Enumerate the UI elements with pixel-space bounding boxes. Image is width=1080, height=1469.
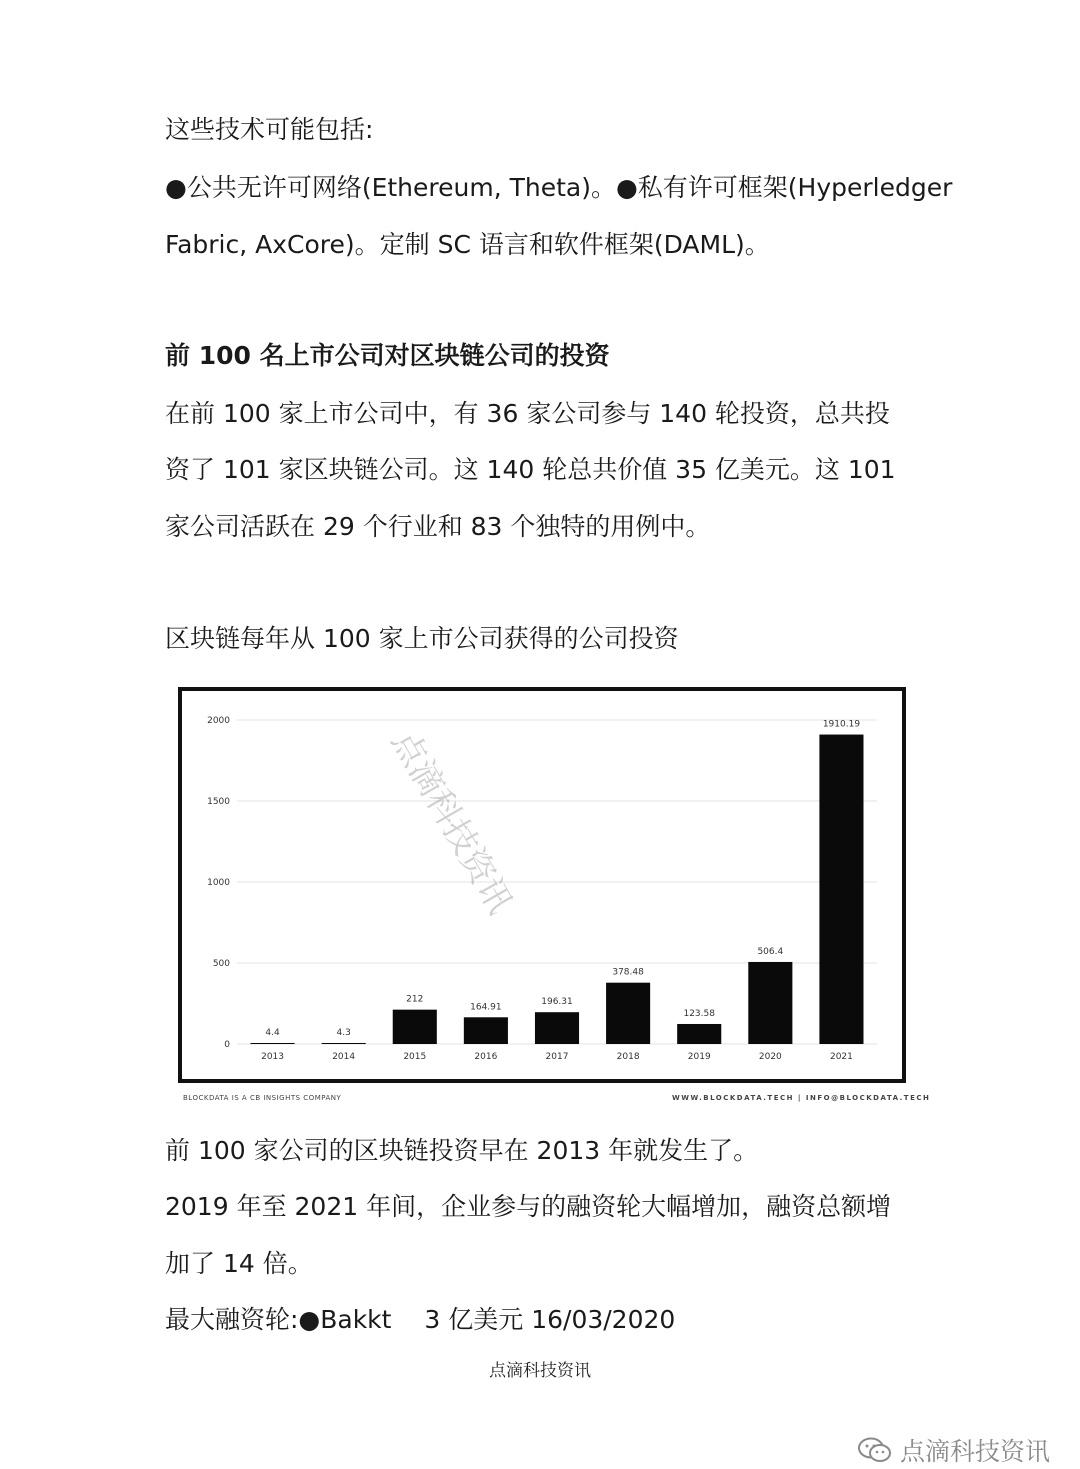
section-para-line-2: 资了 101 家区块链公司。这 140 轮总共价值 35 亿美元。这 101 (165, 455, 896, 484)
bar (677, 1024, 721, 1044)
x-tick-label: 2017 (545, 1052, 569, 1062)
section-heading: 前 100 名上市公司对区块链公司的投资 (165, 341, 610, 370)
data-label: 378.48 (612, 967, 644, 978)
chart-footer-right: WWW.BLOCKDATA.TECH | INFO@BLOCKDATA.TECH (672, 1094, 931, 1102)
intro-line-2: ●公共无许可网络(Ethereum, Theta)。●私有许可框架(Hyperledger (165, 173, 953, 202)
intro-line-1: 这些技术可能包括: (165, 115, 374, 144)
x-tick-label: 2021 (829, 1052, 853, 1062)
data-label: 164.91 (470, 1002, 502, 1013)
page-footer: 点滴科技资讯 (489, 1361, 591, 1381)
section-para-line-3: 家公司活跃在 29 个行业和 83 个独特的用例中。 (165, 512, 711, 541)
y-tick-label: 500 (212, 959, 230, 969)
chart-footer-left: BLOCKDATA IS A CB INSIGHTS COMPANY (183, 1094, 342, 1102)
bar (251, 1043, 295, 1044)
bar (535, 1012, 579, 1044)
data-label: 196.31 (541, 997, 573, 1008)
after-line-4: 最大融资轮:●Bakkt 3 亿美元 16/03/2020 (165, 1305, 676, 1334)
after-line-1: 前 100 家公司的区块链投资早在 2013 年就发生了。 (165, 1136, 759, 1165)
after-line-3: 加了 14 倍。 (165, 1249, 313, 1278)
bar (464, 1017, 508, 1044)
data-label: 4.3 (336, 1028, 351, 1038)
y-tick-label: 1500 (207, 797, 230, 807)
y-tick-label: 0 (224, 1040, 230, 1050)
wechat-label: 点滴科技资讯 (899, 1437, 1050, 1466)
data-label: 4.4 (265, 1028, 280, 1038)
section-para-line-1: 在前 100 家上市公司中，有 36 家公司参与 140 轮投资，总共投 (165, 399, 890, 428)
data-label: 1910.19 (822, 719, 861, 730)
bar (748, 962, 792, 1044)
y-tick-label: 2000 (207, 716, 230, 726)
bar (819, 735, 863, 1044)
x-tick-label: 2014 (332, 1052, 356, 1062)
wechat-icon (858, 1437, 892, 1463)
intro-line-3: Fabric, AxCore)。定制 SC 语言和软件框架(DAML)。 (165, 230, 770, 259)
x-tick-label: 2020 (758, 1052, 782, 1062)
x-tick-label: 2016 (474, 1052, 498, 1062)
y-tick-label: 1000 (207, 878, 230, 888)
x-tick-label: 2015 (403, 1052, 427, 1062)
x-tick-label: 2018 (616, 1052, 640, 1062)
x-tick-label: 2019 (687, 1052, 711, 1062)
data-label: 123.58 (683, 1008, 715, 1019)
after-line-2: 2019 年至 2021 年间，企业参与的融资轮大幅增加，融资总额增 (165, 1192, 892, 1221)
bar-chart (178, 687, 906, 1083)
data-label: 506.4 (757, 946, 784, 957)
bar (393, 1010, 437, 1044)
watermark: 点滴科技资讯 (383, 724, 521, 921)
bar-chart-svg (182, 691, 902, 1079)
bar (606, 983, 650, 1044)
bar (322, 1043, 366, 1044)
chart-caption: 区块链每年从 100 家上市公司获得的公司投资 (165, 624, 679, 653)
wechat-account[interactable] (858, 1432, 1050, 1468)
x-tick-label: 2013 (261, 1052, 285, 1062)
data-label: 212 (406, 994, 424, 1005)
